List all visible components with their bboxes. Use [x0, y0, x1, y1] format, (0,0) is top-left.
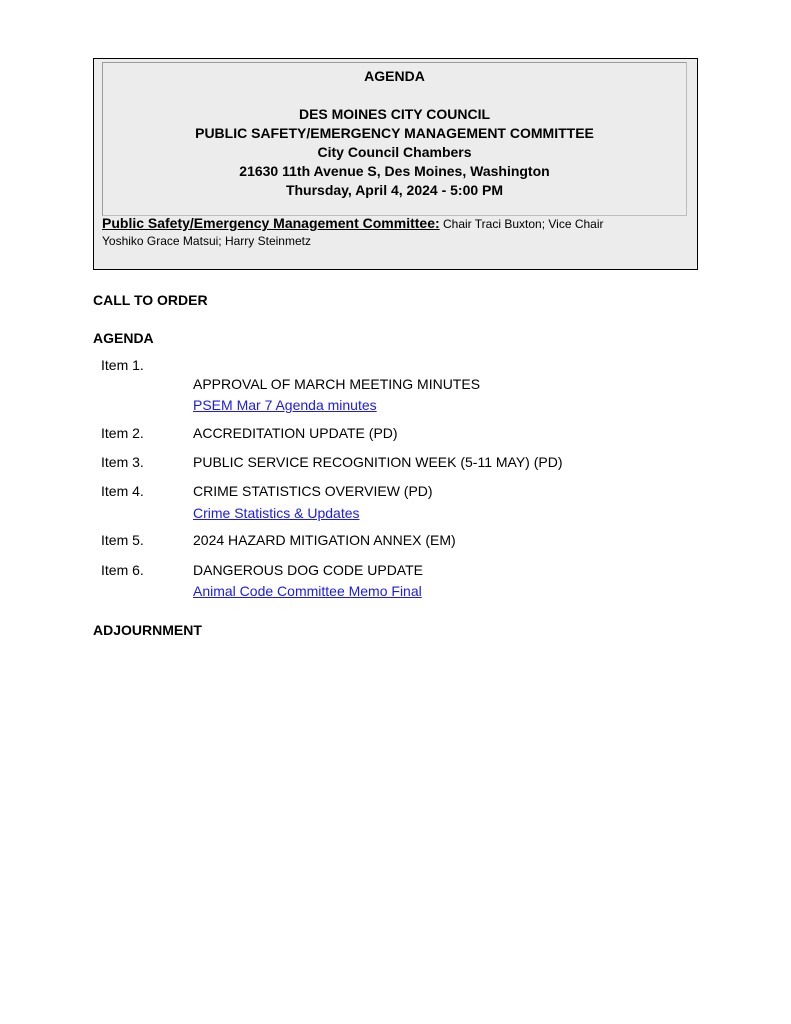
item-6-title: DANGEROUS DOG CODE UPDATE [193, 562, 423, 578]
agenda-header-box [93, 58, 698, 270]
item-1-number: Item 1. [101, 357, 144, 373]
item-2-title: ACCREDITATION UPDATE (PD) [193, 425, 398, 441]
adjournment-heading: ADJOURNMENT [93, 622, 202, 638]
item-3-title: PUBLIC SERVICE RECOGNITION WEEK (5-11 MAY) (PD) [193, 454, 563, 470]
item-2-number: Item 2. [101, 425, 144, 441]
meeting-address: 21630 11th Avenue S, Des Moines, Washington [239, 163, 550, 179]
item-3-number: Item 3. [101, 454, 144, 470]
agenda-heading: AGENDA [364, 68, 425, 84]
item-6-attachment-link[interactable]: Animal Code Committee Memo Final [193, 583, 422, 599]
item-4-attachment-link[interactable]: Crime Statistics & Updates [193, 505, 360, 521]
item-1-attachment-link[interactable]: PSEM Mar 7 Agenda minutes [193, 397, 377, 413]
committee-title: PUBLIC SAFETY/EMERGENCY MANAGEMENT COMMITTEE [195, 125, 594, 141]
committee-members-label: Public Safety/Emergency Management Committee: [102, 215, 440, 231]
header-inner-frame [102, 62, 687, 216]
committee-members-line1: Chair Traci Buxton; Vice Chair [443, 217, 604, 231]
committee-members-line2: Yoshiko Grace Matsui; Harry Steinmetz [102, 234, 311, 248]
item-5-number: Item 5. [101, 532, 144, 548]
item-4-title: CRIME STATISTICS OVERVIEW (PD) [193, 483, 433, 499]
item-5-title: 2024 HAZARD MITIGATION ANNEX (EM) [193, 532, 456, 548]
committee-members [102, 215, 672, 250]
meeting-datetime: Thursday, April 4, 2024 - 5:00 PM [285, 182, 504, 198]
item-1-title: APPROVAL OF MARCH MEETING MINUTES [193, 376, 481, 392]
item-6-number: Item 6. [101, 562, 144, 578]
call-to-order-heading: CALL TO ORDER [93, 292, 208, 308]
agenda-section-heading: AGENDA [93, 330, 154, 346]
meeting-location: City Council Chambers [317, 144, 472, 160]
item-4-number: Item 4. [101, 483, 144, 499]
council-name: DES MOINES CITY COUNCIL [298, 106, 491, 122]
